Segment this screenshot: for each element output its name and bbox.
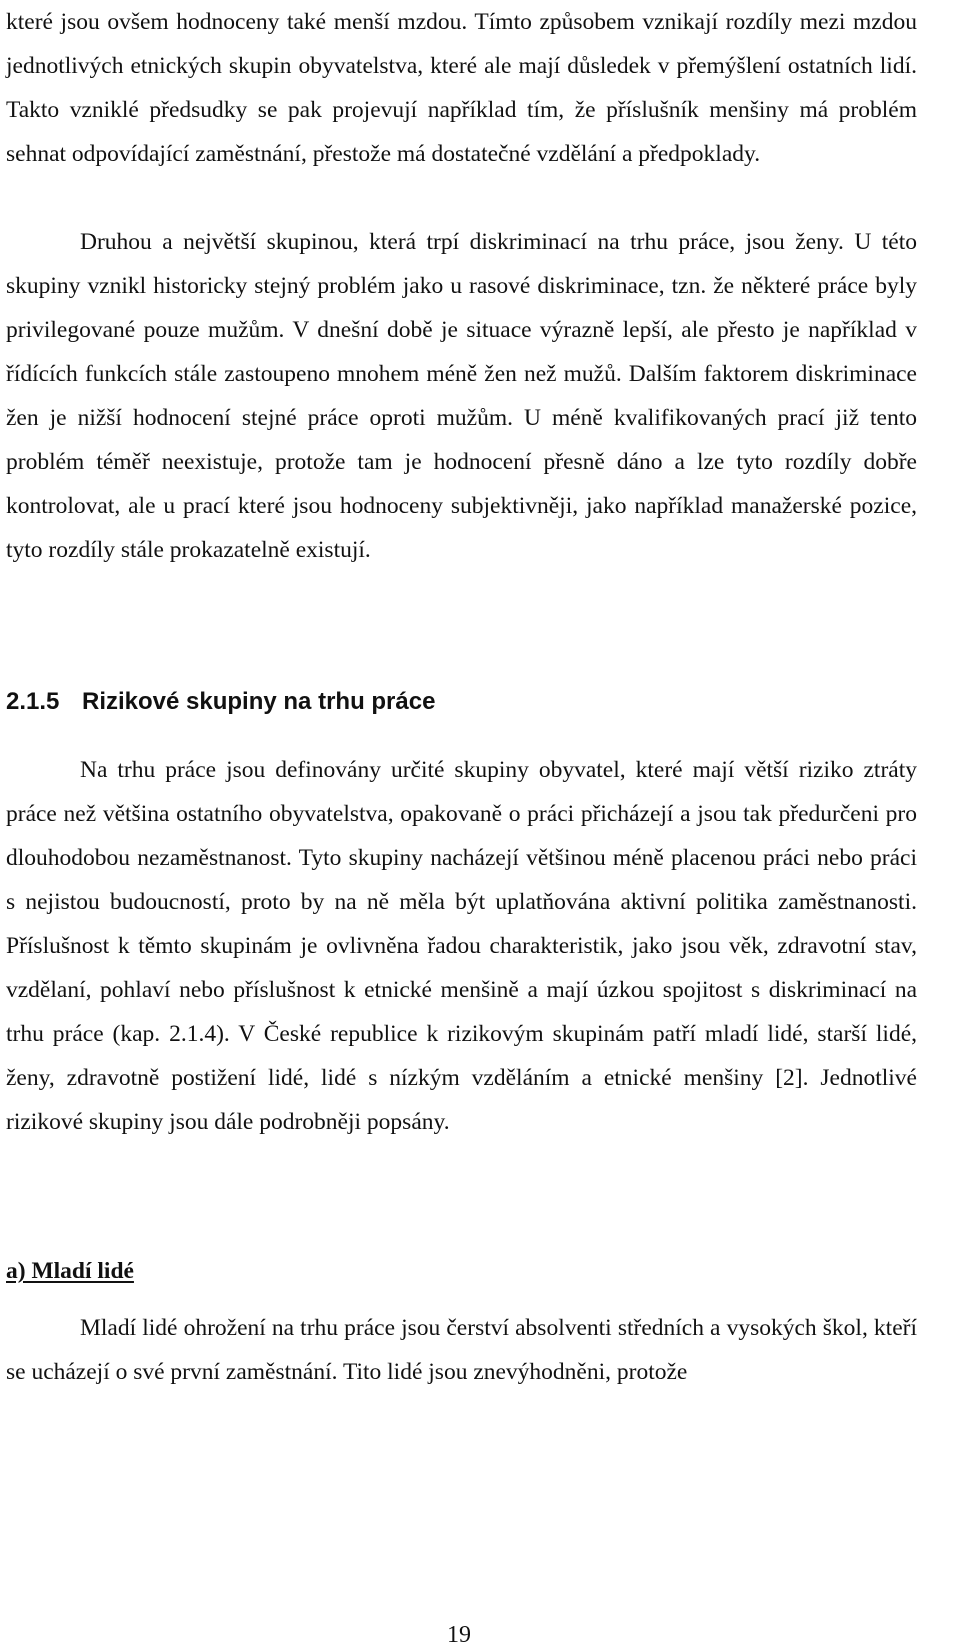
section-title: Rizikové skupiny na trhu práce [82, 688, 436, 715]
page-number: 19 [447, 1622, 471, 1648]
paragraph-risk-groups: Na trhu práce jsou definovány určité skupiny obyvatel, které mají větší riziko ztráty práce než většina ostatního obyvatelstva, opakovaně o práci přicházejí a jsou tak předurčeni pro dlouhodobou nezaměstnanost. Tyto skupiny nacházejí většinou méně placenou práci nebo práci s nejistou budoucností, proto by na ně měla být uplatňována aktivní politika zaměstnanosti. Příslušnost k těmto skupinám je ovlivněna řadou charakteristik, jako jsou věk, zdravotní stav, vzdělaní, pohlaví nebo příslušnost k etnické menšině a mají úzkou spojitost s diskriminací na trhu práce (kap. 2.1.4). V České republice k rizikovým skupinám patří mladí lidé, starší lidé, ženy, zdravotně postižení lidé, lidé s nízkým vzděláním a etnické menšiny [2]. Jednotlivé rizikové skupiny jsou dále podrobněji popsány. [6, 757, 917, 1135]
paragraph-ethnic-wage-differences: které jsou ovšem hodnoceny také menší mzdou. Tímto způsobem vznikají rozdíly mezi mzdou jednotlivých etnických skupin obyvatelstva, které ale mají důsledek v přemýšlení ostatních lidí. Takto vzniklé předsudky se pak projevují například tím, že příslušník menšiny má problém sehnat odpovídající zaměstnání, přestože má dostatečné vzdělání a předpoklady. [6, 9, 917, 167]
section-heading [6, 684, 435, 720]
paragraph-young-people: Mladí lidé ohrožení na trhu práce jsou čerství absolventi středních a vysokých škol, kteří se ucházejí o své první zaměstnání. Tito lidé jsou znevýhodněni, protože [6, 1315, 917, 1385]
subheading-young-people: a) Mladí lidé [6, 1258, 134, 1284]
paragraph-gender-discrimination: Druhou a největší skupinou, která trpí diskriminací na trhu práce, jsou ženy. U této skupiny vznikl historicky stejný problém jako u rasové diskriminace, tzn. že některé práce byly privilegované pouze mužům. V dnešní době je situace výrazně lepší, ale přesto je například v řídících funkcích stále zastoupeno mnohem méně žen než mužů. Dalším faktorem diskriminace žen je nižší hodnocení stejné práce oproti mužům. U méně kvalifikovaných prací již tento problém téměř neexistuje, protože tam je hodnocení přesně dáno a lze tyto rozdíly dobře kontrolovat, ale u prací které jsou hodnoceny subjektivněji, jako například manažerské pozice, tyto rozdíly stále prokazatelně existují. [6, 229, 917, 563]
section-number: 2.1.5 [6, 688, 60, 715]
